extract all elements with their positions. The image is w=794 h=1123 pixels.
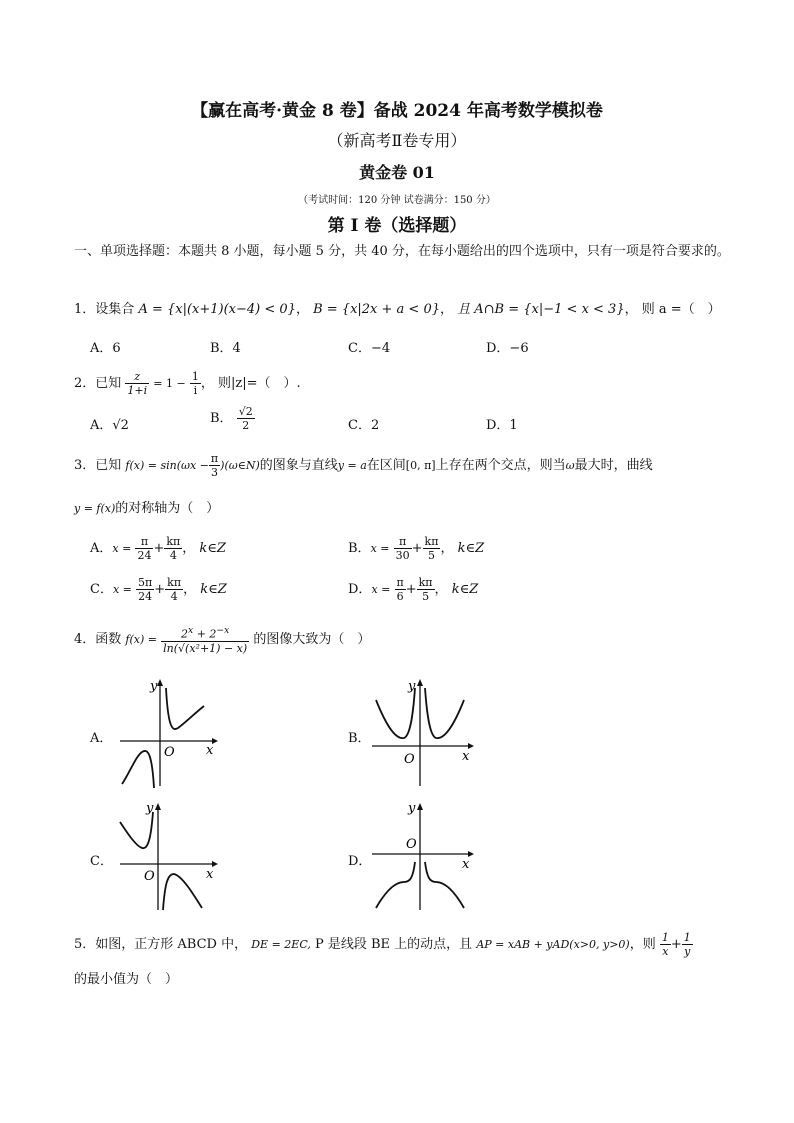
graph-b [368,676,478,792]
set-b: B = {x|2x + a < 0} [313,302,440,317]
intersection: 且 A∩B = {x|−1 < x < 3} [457,302,625,317]
origin-label: O [164,745,175,760]
paper-label: 黄金卷 01 [359,163,435,182]
origin-label: O [404,752,415,767]
q2-option-d[interactable]: D．1 [486,418,518,433]
q1-option-a[interactable]: A．6 [90,341,121,356]
q4-option-b[interactable]: B． [348,731,371,746]
q3-option-d[interactable]: D．x = $\frac{\pi}{6}$ + $\frac{k\pi}{5}$ ， k∈Z [348,576,479,603]
instructions: 一、单项选择题：本题共 8 小题，每小题 5 分，共 40 分，在每小题给出的四个选项中，只有一项是符合要求的。 [74,244,730,259]
q3-option-a[interactable]: A．x = $\frac{\pi}{24}$ + $\frac{k\pi}{4}$ ， k∈Z [90,535,226,562]
set-a: A = {x|(x+1)(x−4) < 0} [138,302,296,317]
x-label: x [462,857,470,872]
q1-option-d[interactable]: D．−6 [486,341,529,356]
y-label: y [150,679,158,694]
sqrt2-over-2: $\frac{√2}{2}$ [238,405,253,432]
curve-left [122,751,154,788]
q2-option-b[interactable]: B． $\frac{√2}{2}$ [210,405,253,432]
z-over-1plusi: $\frac{z}{1+i}$ [127,370,148,397]
q1-option-b[interactable]: B．4 [210,341,241,356]
q2-option-a[interactable]: A．√2 [90,418,129,433]
q4-option-c[interactable]: C． [90,854,113,869]
question-2: 2．已知 $\frac{z}{1+i}$ = 1 − $\frac{1}{i}$ ， 则|z|=（ ）. [74,370,301,397]
q1-option-c[interactable]: C．−4 [348,341,391,356]
x-label: x [206,867,214,882]
origin-label: O [144,869,155,884]
curve-left [376,688,415,738]
q3-option-b[interactable]: B．x = $\frac{\pi}{30}$ + $\frac{k\pi}{5}$ ， k∈Z [348,535,485,562]
question-3: 3．已知 f(x) = sin(ωx − $\frac{\pi}{3}$ )(ω∈N)的图象与直线y = a在区间[0, π]上存在两个交点，则当ω最大时，曲线 [74,452,653,479]
q4-option-d[interactable]: D． [348,854,372,869]
graph-c [112,798,222,914]
curve-left [376,862,415,908]
question-3-line2: y = f(x)的对称轴为（ ） [74,501,220,516]
exam-title: 【赢在高考·黄金 8 卷】备战 2024 年高考数学模拟卷 [191,101,603,121]
graph-a [112,676,222,792]
q2-option-c[interactable]: C．2 [348,418,380,433]
q4-option-a[interactable]: A． [90,731,113,746]
curve-right [425,688,464,738]
curve-right [163,874,202,910]
one-over-i: $\frac{1}{i}$ [191,370,199,397]
question-1: 1．设集合 A = {x|(x+1)(x−4) < 0}， B = {x|2x + a < 0}， 且 A∩B = {x|−1 < x < 3}， 则 a =（ ） [74,302,721,317]
y-label: y [408,679,416,694]
origin-label: O [406,837,417,852]
y-axis-arrow [417,803,423,810]
y-axis-arrow [157,679,163,686]
question-5-line2: 的最小值为（ ） [74,972,179,987]
question-4: 4．函数 f(x) = $\frac{2^x + 2^{-x}}{\text{ln(√(x²+1) − x)}}$ 的图像大致为（ ） [74,625,371,655]
question-5: 5．如图，正方形 ABCD 中， DE = 2EC, P 是线段 BE 上的动点，且 AP = xAB + yAD(x>0, y>0)，则 $\frac{1}{x}$ + $\frac{1}{y}$ [74,931,691,958]
x-label: x [206,743,214,758]
y-axis-arrow [417,679,423,686]
exam-info: （考试时间：120 分钟 试卷满分：150 分） [298,195,496,206]
y-label: y [408,801,416,816]
q4-function-fraction: $\frac{2^x + 2^{-x}}{\text{ln(√(x²+1) − x)}}$ [163,625,248,655]
curve-right [425,862,464,908]
curve-right [166,688,204,729]
curve-left [120,812,153,848]
y-axis-arrow [155,803,161,810]
graph-d [368,798,478,914]
x-label: x [462,749,470,764]
q3-option-c[interactable]: C．x = $\frac{5\pi}{24}$ + $\frac{k\pi}{4}$ ， k∈Z [90,576,227,603]
section-title: 第 I 卷（选择题） [327,216,467,236]
exam-subtitle: （新高考Ⅱ卷专用） [327,131,467,150]
y-label: y [146,801,154,816]
